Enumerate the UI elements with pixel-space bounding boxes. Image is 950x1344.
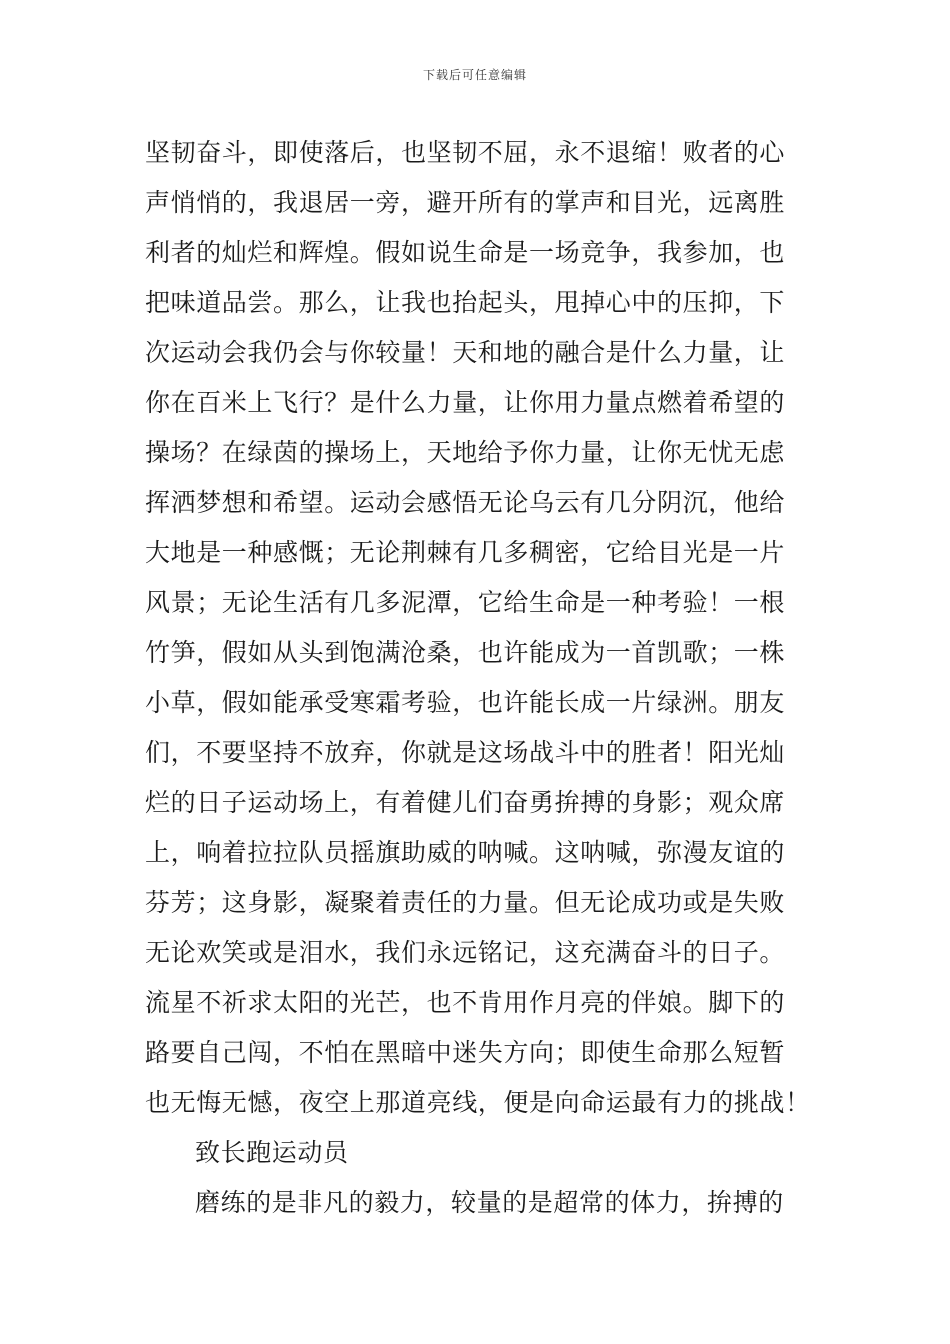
text-line: 小草，假如能承受寒霜考验，也许能长成一片绿洲。朋友 [145, 688, 786, 717]
text-line: 竹笋，假如从头到饱满沧桑，也许能成为一首凯歌；一株 [145, 638, 786, 667]
section-first-line: 磨练的是非凡的毅力，较量的是超常的体力，拚搏的 [195, 1188, 784, 1217]
text-line: 大地是一种感慨；无论荆棘有几多稠密，它给目光是一片 [145, 538, 786, 567]
text-line: 把味道品尝。那么，让我也抬起头，甩掉心中的压抑，下 [145, 288, 786, 317]
text-line: 挥洒梦想和希望。运动会感悟无论乌云有几分阴沉，他给 [145, 488, 786, 517]
text-line: 烂的日子运动场上，有着健儿们奋勇拚搏的身影；观众席 [145, 788, 786, 817]
text-line: 流星不祈求太阳的光芒，也不肯用作月亮的伴娘。脚下的 [145, 988, 786, 1017]
text-line: 们，不要坚持不放弃，你就是这场战斗中的胜者！阳光灿 [145, 738, 786, 767]
text-line: 你在百米上飞行？是什么力量，让你用力量点燃着希望的 [145, 388, 786, 417]
text-line: 路要自己闯，不怕在黑暗中迷失方向；即使生命那么短暂 [145, 1038, 786, 1067]
text-line: 上，响着拉拉队员摇旗助威的呐喊。这呐喊，弥漫友谊的 [145, 838, 786, 867]
text-line: 也无悔无憾，夜空上那道亮线，便是向命运最有力的挑战！ [145, 1088, 811, 1117]
text-line: 芬芳；这身影，凝聚着责任的力量。但无论成功或是失败 [145, 888, 786, 917]
text-line: 坚韧奋斗，即使落后，也坚韧不屈，永不退缩！败者的心 [145, 138, 786, 167]
document-body [145, 128, 810, 1228]
text-line: 次运动会我仍会与你较量！天和地的融合是什么力量，让 [145, 338, 786, 367]
text-line: 操场？在绿茵的操场上，天地给予你力量，让你无忧无虑 [145, 438, 786, 467]
page-header: 下载后可任意编辑 [422, 68, 527, 82]
text-line: 无论欢笑或是泪水，我们永远铭记，这充满奋斗的日子。 [145, 938, 786, 967]
text-line: 风景；无论生活有几多泥潭，它给生命是一种考验！一根 [145, 588, 786, 617]
section-title: 致长跑运动员 [195, 1138, 349, 1167]
text-line: 利者的灿烂和辉煌。假如说生命是一场竞争，我参加，也 [145, 238, 786, 267]
text-line: 声悄悄的，我退居一旁，避开所有的掌声和目光，远离胜 [145, 188, 786, 217]
